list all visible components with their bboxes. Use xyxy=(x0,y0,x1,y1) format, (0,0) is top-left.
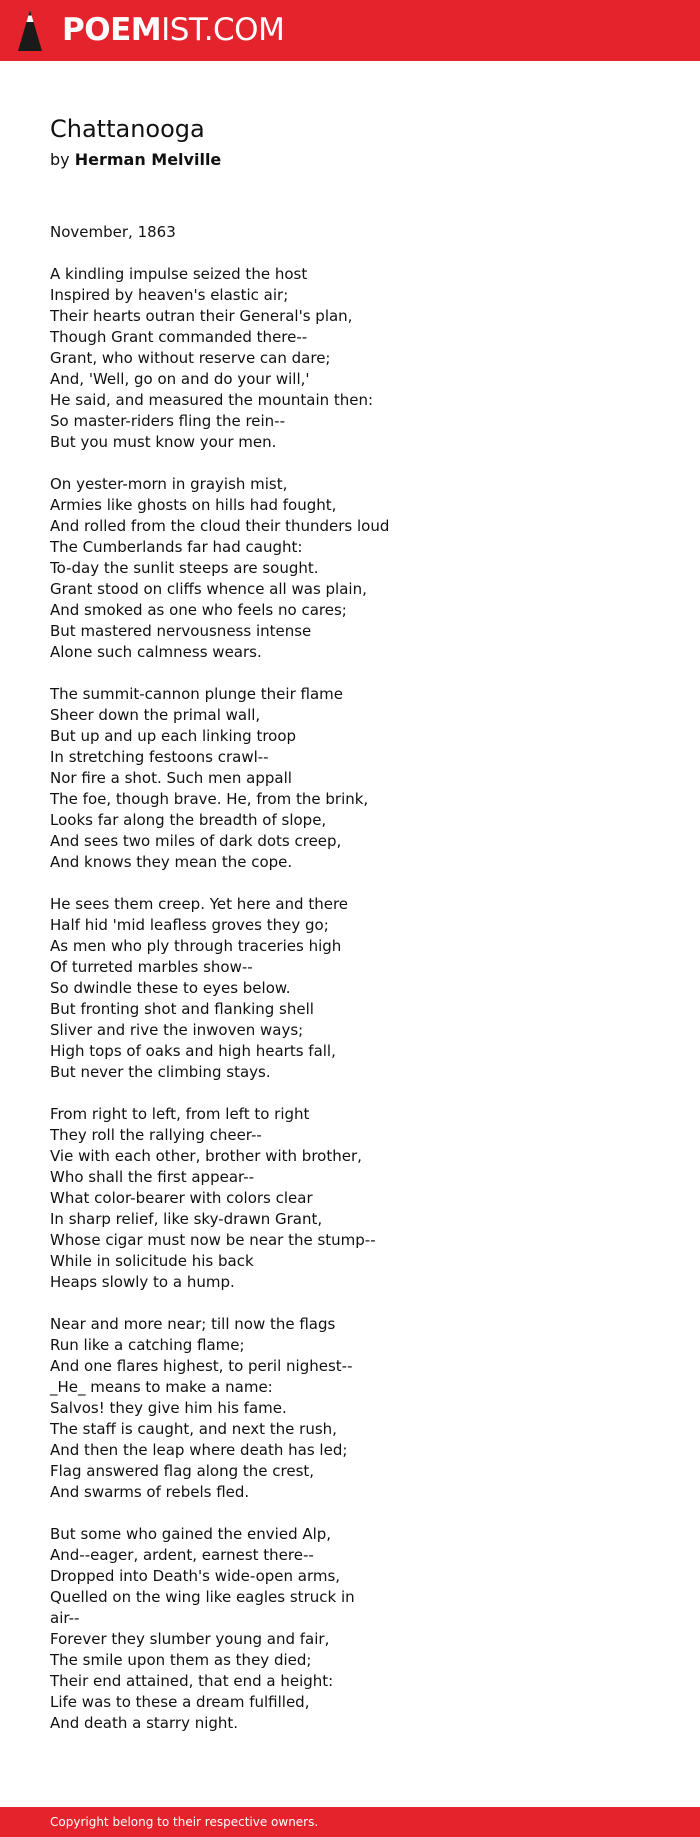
poem-line: Flag answered flag along the crest, xyxy=(50,1462,315,1480)
poem-line: And knows they mean the cope. xyxy=(50,853,293,871)
poem-line: In stretching festoons crawl-- xyxy=(50,748,269,766)
poem-line: Forever they slumber young and fair, xyxy=(50,1630,330,1648)
poem-line: Dropped into Death's wide-open arms, xyxy=(50,1567,341,1585)
copyright-text: Copyright belong to their respective owners. xyxy=(50,1815,319,1829)
poem-line: High tops of oaks and high hearts fall, xyxy=(50,1042,336,1060)
poem-line: And--eager, ardent, earnest there-- xyxy=(50,1546,314,1564)
poem-content xyxy=(50,113,660,1755)
poem-line: Though Grant commanded there-- xyxy=(50,328,308,346)
site-header xyxy=(0,0,700,61)
poem-line: The summit-cannon plunge their flame xyxy=(50,685,343,703)
poem-line: Life was to these a dream fulfilled, xyxy=(50,1693,310,1711)
poem-line: Grant, who without reserve can dare; xyxy=(50,349,331,367)
poem-line: But some who gained the envied Alp, xyxy=(50,1525,332,1543)
site-logo-text xyxy=(62,10,284,51)
poem-line: Inspired by heaven's elastic air; xyxy=(50,286,289,304)
poem-line: The staff is caught, and next the rush, xyxy=(50,1420,337,1438)
poem-stanza xyxy=(50,1524,660,1734)
poem-stanza xyxy=(50,264,660,453)
poem-line: And, 'Well, go on and do your will,' xyxy=(50,370,310,388)
poem-line: Armies like ghosts on hills had fought, xyxy=(50,496,337,514)
poem-line: To-day the sunlit steeps are sought. xyxy=(50,559,319,577)
poem-stanza xyxy=(50,1314,660,1503)
poem-author[interactable]: Herman Melville xyxy=(74,150,222,169)
poem-line: Their hearts outran their General's plan, xyxy=(50,307,353,325)
poem-line: The Cumberlands far had caught: xyxy=(50,538,303,556)
poem-line: And then the leap where death has led; xyxy=(50,1441,348,1459)
poem-line: But fronting shot and flanking shell xyxy=(50,1000,314,1018)
poem-line: And smoked as one who feels no cares; xyxy=(50,601,347,619)
poem-line: Of turreted marbles show-- xyxy=(50,958,253,976)
poem-line: And death a starry night. xyxy=(50,1714,239,1732)
by-label: by xyxy=(50,150,70,169)
poem-line: And swarms of rebels fled. xyxy=(50,1483,250,1501)
poem-line: They roll the rallying cheer-- xyxy=(50,1126,262,1144)
poem-title: Chattanooga xyxy=(50,115,205,143)
poem-stanza xyxy=(50,684,660,873)
poem-dateline: November, 1863 xyxy=(50,223,176,241)
poem-line: He said, and measured the mountain then: xyxy=(50,391,374,409)
poem-line: Grant stood on cliffs whence all was plain, xyxy=(50,580,367,598)
poem-line: On yester-morn in grayish mist, xyxy=(50,475,288,493)
site-footer xyxy=(0,1807,700,1837)
poem-line: Sheer down the primal wall, xyxy=(50,706,261,724)
poem-line: The foe, though brave. He, from the brink, xyxy=(50,790,369,808)
poem-body xyxy=(50,222,660,1734)
poem-line: A kindling impulse seized the host xyxy=(50,265,308,283)
poem-line: What color-bearer with colors clear xyxy=(50,1189,313,1207)
poem-line: Run like a catching flame; xyxy=(50,1336,245,1354)
poem-line: Near and more near; till now the flags xyxy=(50,1315,336,1333)
poem-line: So master-riders fling the rein-- xyxy=(50,412,286,430)
poem-line: Alone such calmness wears. xyxy=(50,643,262,661)
poem-line: The smile upon them as they died; xyxy=(50,1651,312,1669)
poem-stanza xyxy=(50,474,660,663)
poem-line: Heaps slowly to a hump. xyxy=(50,1273,235,1291)
poem-line: _He_ means to make a name: xyxy=(50,1378,273,1396)
poem-line: Half hid 'mid leafless groves they go; xyxy=(50,916,329,934)
poem-line: Sliver and rive the inwoven ways; xyxy=(50,1021,304,1039)
poem-line: He sees them creep. Yet here and there xyxy=(50,895,349,913)
poem-line: As men who ply through traceries high xyxy=(50,937,342,955)
poem-line: And sees two miles of dark dots creep, xyxy=(50,832,342,850)
poem-line: And rolled from the cloud their thunders loud xyxy=(50,517,390,535)
poem-line: So dwindle these to eyes below. xyxy=(50,979,291,997)
poem-line: But mastered nervousness intense xyxy=(50,622,312,640)
poem-line: Looks far along the breadth of slope, xyxy=(50,811,327,829)
poem-line: While in solicitude his back xyxy=(50,1252,254,1270)
site-logo-link[interactable] xyxy=(18,10,284,51)
pencil-tip-icon xyxy=(18,10,42,51)
poem-line: But you must know your men. xyxy=(50,433,277,451)
logo-text-bold: POEM xyxy=(62,12,162,48)
logo-text-light: IST.COM xyxy=(161,12,285,48)
poem-stanza xyxy=(50,894,660,1083)
poem-line: And one flares highest, to peril nighest-- xyxy=(50,1357,353,1375)
poem-line: Who shall the first appear-- xyxy=(50,1168,255,1186)
poem-line: From right to left, from left to right xyxy=(50,1105,310,1123)
poem-line: air-- xyxy=(50,1609,80,1627)
poem-byline xyxy=(50,149,660,171)
poem-line: Quelled on the wing like eagles struck in xyxy=(50,1588,355,1606)
poem-stanza xyxy=(50,1104,660,1293)
poem-line: Salvos! they give him his fame. xyxy=(50,1399,287,1417)
poem-line: But never the climbing stays. xyxy=(50,1063,271,1081)
poem-line: Their end attained, that end a height: xyxy=(50,1672,334,1690)
poem-line: Nor fire a shot. Such men appall xyxy=(50,769,292,787)
poem-line: Vie with each other, brother with brother, xyxy=(50,1147,362,1165)
poem-line: In sharp relief, like sky-drawn Grant, xyxy=(50,1210,323,1228)
poem-line: Whose cigar must now be near the stump-- xyxy=(50,1231,376,1249)
poem-line: But up and up each linking troop xyxy=(50,727,297,745)
